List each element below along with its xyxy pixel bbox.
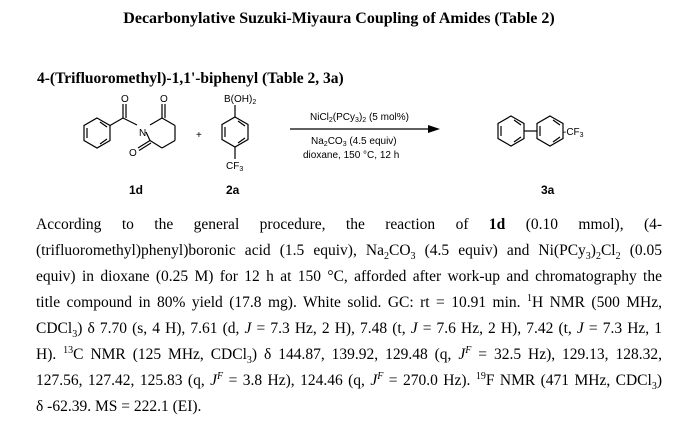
paragraph-line: equiv) in dioxane (0.25 M) for 12 h at 150 °C, afforded after work-up and chromatography the xyxy=(36,268,662,285)
boronic-acid-2a-structure xyxy=(222,105,248,159)
paragraph-line: H). $^{13}$C NMR (125 MHz, CDCl$_3$) δ 144.87, 139.92, 129.48 (q, $J^F = 32.5$ Hz), 129.13, 128.32, xyxy=(36,344,662,367)
paragraph-line: 127.56, 127.42, 125.83 (q, $J^F = 3.8$ Hz), 124.46 (q, $J^F = 270.0$ Hz). $^{19}$F NMR (471 MHz, CDCl$_3$) xyxy=(36,370,662,393)
experimental-paragraph xyxy=(36,212,662,420)
reaction-scheme xyxy=(0,92,678,202)
boronic-group-label: $B(OH)_2$ xyxy=(224,94,257,106)
compound-heading: 4-(Trifluoromethyl)-1,1'-biphenyl (Table 2, 3a) xyxy=(37,70,344,87)
cf3-label: $CF_3$ xyxy=(226,161,244,173)
cf3-label: $-CF_3$ xyxy=(563,127,584,139)
base-text: $Na_2CO_3$ (4.5 equiv) xyxy=(311,136,397,148)
atom-n-label: N xyxy=(139,128,147,139)
paragraph-line: CDCl$_3$) δ 7.70 (s, 4 H), 7.61 (d, J = 7.3 Hz, 2 H), 7.48 (t, J = 7.6 Hz, 2 H), 7.42 (t, J = 7.3 Hz, 1 xyxy=(36,320,662,341)
biphenyl-3a-structure xyxy=(498,116,563,146)
amide-1d-structure xyxy=(84,104,175,151)
label-3a: 3a xyxy=(541,183,555,197)
atom-o-label: O xyxy=(160,94,168,105)
paragraph-line: title compound in 80% yield (17.8 mg). White solid. GC: rt = 10.91 min. $^1$H NMR (500 MHz, xyxy=(36,292,663,311)
section-title: Decarbonylative Suzuki-Miyaura Coupling of Amides (Table 2) xyxy=(123,10,555,27)
label-2a: 2a xyxy=(226,183,240,197)
catalyst-text: $NiCl_2(PCy_3)_2$ (5 mol%) xyxy=(310,112,409,124)
conditions-text: dioxane, 150 °C, 12 h xyxy=(303,150,400,161)
atom-o-label: O xyxy=(129,148,137,159)
compound-ref: 1d xyxy=(488,216,506,233)
paragraph-line: According to the general procedure, the reaction of 1d (0.10 mmol), (4- xyxy=(36,216,663,233)
paragraph-line: δ -62.39. MS = 222.1 (EI). xyxy=(36,398,202,415)
arrow-head xyxy=(428,125,440,133)
plus-sign: + xyxy=(196,130,202,141)
atom-o-label: O xyxy=(121,94,129,105)
paragraph-line: (trifluoromethyl)phenyl)boronic acid (1.5 equiv), $Na_2CO_3$ (4.5 equiv) and $Ni(PCy_3)_2Cl_2$ (0.05 xyxy=(36,242,662,263)
label-1d: 1d xyxy=(129,183,144,197)
